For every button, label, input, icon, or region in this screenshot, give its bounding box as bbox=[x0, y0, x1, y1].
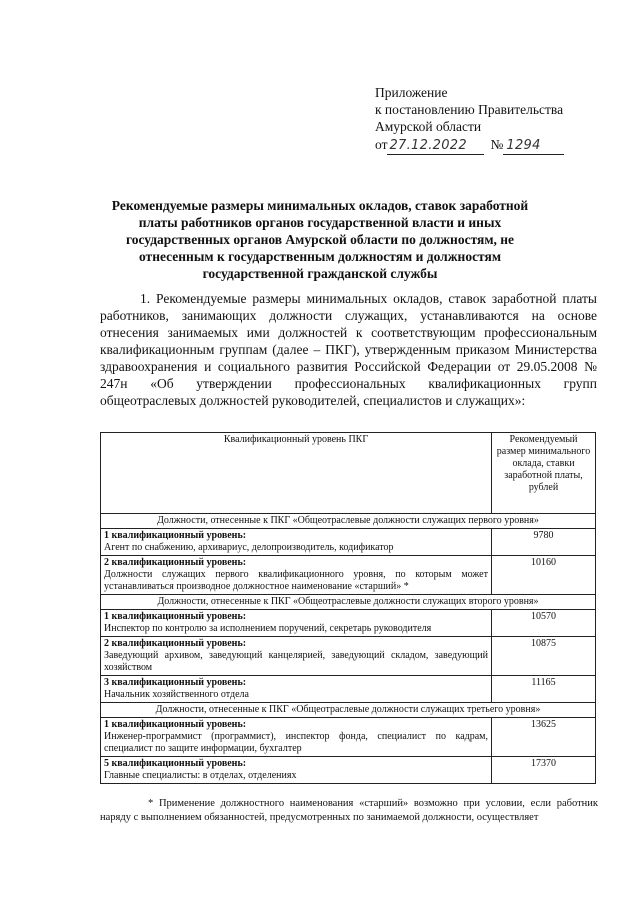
level-cell bbox=[101, 556, 492, 595]
table-row bbox=[101, 676, 596, 703]
position-list: Инспектор по контролю за исполнением поручений, секретарь руководителя bbox=[104, 623, 432, 634]
level-label: 1 квалификационный уровень: bbox=[104, 611, 247, 622]
salary-value: 13625 bbox=[492, 718, 596, 757]
position-list: Заведующий архивом, заведующий канцелярией, заведующий складом, заведующий хозяйством bbox=[104, 650, 488, 673]
appendix-label: Приложение bbox=[375, 85, 448, 100]
level-cell bbox=[101, 637, 492, 676]
appendix-resolution: к постановлению Правительства bbox=[375, 102, 564, 117]
section-title: Должности, отнесенные к ПКГ «Общеотраслевые должности служащих третьего уровня» bbox=[101, 703, 596, 718]
level-label: 2 квалификационный уровень: bbox=[104, 638, 247, 649]
document-title: Рекомендуемые размеры минимальных окладов, ставок заработной платы работников органов государственной власти и иных государственных органов Амурской области по должностям, не отнесенным к государственным должностям и должностям государственной гражданской службы bbox=[111, 198, 529, 281]
salary-value: 10570 bbox=[492, 610, 596, 637]
level-label: 1 квалификационный уровень: bbox=[104, 719, 247, 730]
level-label: 1 квалификационный уровень: bbox=[104, 530, 247, 541]
handwritten-number: 1294 bbox=[503, 137, 564, 155]
header-level: Квалификационный уровень ПКГ bbox=[101, 433, 492, 514]
level-cell bbox=[101, 718, 492, 757]
position-list: Агент по снабжению, архивариус, делопроизводитель, кодификатор bbox=[104, 542, 394, 553]
table-row bbox=[101, 556, 596, 595]
level-label: 5 квалификационный уровень: bbox=[104, 758, 247, 769]
header-salary: Рекомендуемый размер минимального оклада, ставки заработной платы, рублей bbox=[492, 433, 596, 514]
date-prefix: от bbox=[375, 137, 388, 152]
footnote: * Применение должностного наименования «старший» возможно при условии, если работник наряду с выполнением обязанностей, предусмотренных по занимаемой должности, осуществляет bbox=[100, 798, 598, 823]
level-label: 3 квалификационный уровень: bbox=[104, 677, 247, 688]
level-label: 2 квалификационный уровень: bbox=[104, 557, 247, 568]
appendix-region: Амурской области bbox=[375, 119, 482, 134]
table-row bbox=[101, 718, 596, 757]
table-row bbox=[101, 637, 596, 676]
salary-table bbox=[100, 432, 596, 784]
section-row bbox=[101, 514, 596, 529]
position-list: Должности служащих первого квалификационного уровня, по которым может устанавливаться производное должностное наименование «старший» * bbox=[104, 569, 488, 592]
table-row bbox=[101, 757, 596, 784]
level-cell bbox=[101, 676, 492, 703]
appendix-date-number bbox=[375, 136, 615, 155]
position-list: Инженер-программист (программист), инспектор фонда, специалист по кадрам, специалист по защите информации, бухгалтер bbox=[104, 731, 488, 754]
salary-value: 10160 bbox=[492, 556, 596, 595]
appendix-block bbox=[375, 84, 615, 155]
section-title: Должности, отнесенные к ПКГ «Общеотраслевые должности служащих второго уровня» bbox=[101, 595, 596, 610]
table-header-row bbox=[101, 433, 596, 514]
level-cell bbox=[101, 529, 492, 556]
table-row bbox=[101, 529, 596, 556]
salary-value: 9780 bbox=[492, 529, 596, 556]
section-row bbox=[101, 703, 596, 718]
section-title: Должности, отнесенные к ПКГ «Общеотраслевые должности служащих первого уровня» bbox=[101, 514, 596, 529]
handwritten-date: 27.12.2022 bbox=[387, 137, 484, 155]
level-cell bbox=[101, 610, 492, 637]
table-row bbox=[101, 610, 596, 637]
section-row bbox=[101, 595, 596, 610]
salary-value: 10875 bbox=[492, 637, 596, 676]
position-list: Начальник хозяйственного отдела bbox=[104, 689, 249, 700]
position-list: Главные специалисты: в отделах, отделениях bbox=[104, 770, 297, 781]
salary-value: 11165 bbox=[492, 676, 596, 703]
intro-paragraph: 1. Рекомендуемые размеры минимальных окладов, ставок заработной платы работников, занимающих должности служащих, устанавливаются на основе отнесения занимаемых ими должностей к соответствующим профессиональным квалификационным группам (далее – ПКГ), утвержденным приказом Министерства здравоохранения и социального развития Российской Федерации от 29.05.2008 № 247н «Об утверждении профессиональных квалификационных групп общеотраслевых должностей руководителей, специалистов и служащих»: bbox=[100, 291, 597, 408]
salary-value: 17370 bbox=[492, 757, 596, 784]
level-cell bbox=[101, 757, 492, 784]
number-prefix: № bbox=[490, 137, 504, 152]
